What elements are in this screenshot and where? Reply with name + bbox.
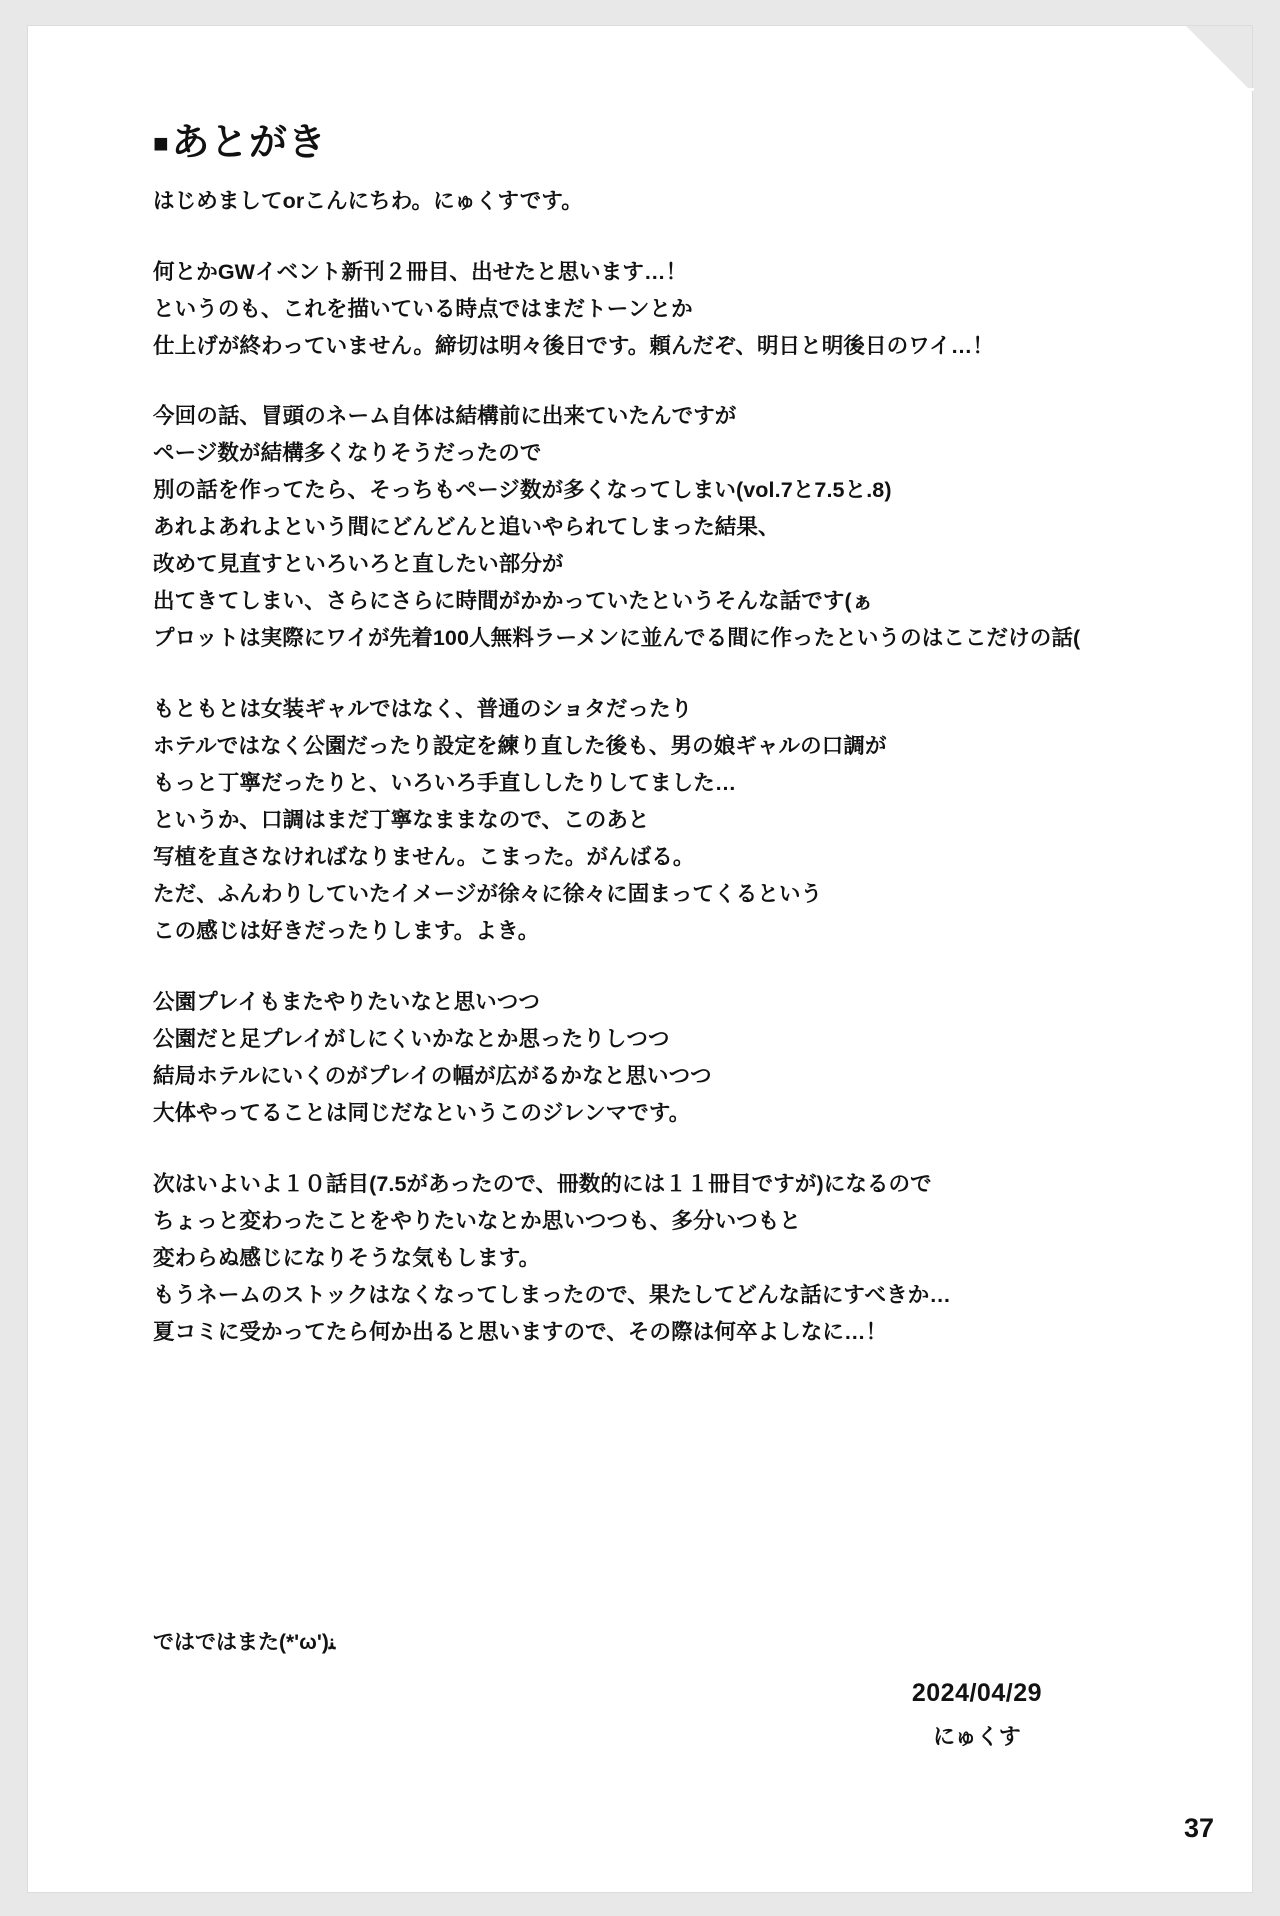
afterword-body	[153, 121, 1093, 1351]
paragraph-2: 今回の話、冒頭のネーム自体は結構前に出来ていたんですが ページ数が結構多くなりそうだったので 別の話を作ってたら、そっちもページ数が多くなってしまい(vol.7と7.5と.8) あれよあれよという間にどんどんと追いやられてしまった結果、 改めて見直すといろいろと直したい部分が 出てきてしまい、さらにさらに時間がかかっていたというそんな話です(ぁ プロットは実際にワイが先着100人無料ラーメンに並んでる間に作ったというのはここだけの話(	[153, 404, 1081, 651]
signoff-line: ではではまた(*'ω')ﻨ	[153, 1631, 336, 1654]
paragraph-5: 次はいよいよ１０話目(7.5があったので、冊数的には１１冊目ですが)になるので ちょっと変わったことをやりたいなとか思いつつも、多分いつもと 変わらぬ感じになりそうな気もします。 もうネームのストックはなくなってしまったので、果たしてどんな話にすべきか… 夏コミに受かってたら何か出ると思いますので、その際は何卒よしなに…！	[153, 1171, 951, 1344]
page-title	[153, 121, 1093, 167]
page-sheet	[28, 26, 1252, 1892]
page-number: 37	[1183, 1813, 1214, 1843]
greeting-line: はじめましてorこんにちわ。にゅくすです。	[153, 188, 583, 213]
page-corner-fold-icon	[1186, 26, 1252, 92]
date-text: 2024/04/29	[911, 1679, 1042, 1707]
paragraph-1: 何とかGWイベント新刊２冊目、出せたと思います…！ というのも、これを描いている時点ではまだトーンとか 仕上げが終わっていません。締切は明々後日です。頼んだぞ、明日と明後日のワイ…！	[153, 259, 994, 358]
bullet-square-icon: ■	[153, 128, 170, 158]
author-name: にゅくす	[933, 1724, 1021, 1749]
paragraph-4: 公園プレイもまたやりたいなと思いつつ 公園だと足プレイがしにくいかなとか思ったりしつつ 結局ホテルにいくのがプレイの幅が広がるかなと思いつつ 大体やってることは同じだなというこのジレンマです。	[153, 990, 712, 1125]
page-title-text: あとがき	[171, 122, 327, 164]
page-corner-fold-line	[1182, 88, 1254, 91]
date-signature-block	[912, 1679, 1042, 1751]
paragraph-3: もともとは女装ギャルではなく、普通のショタだったり ホテルではなく公園だったり設定を練り直した後も、男の娘ギャルの口調が もっと丁寧だったりと、いろいろ手直ししたりしてました… というか、口調はまだ丁寧なままなので、このあと 写植を直さなければなりません。こまった。がんばる。 ただ、ふんわりしていたイメージが徐々に徐々に固まってくるという この感じは好きだったりします。よき。	[153, 697, 887, 944]
